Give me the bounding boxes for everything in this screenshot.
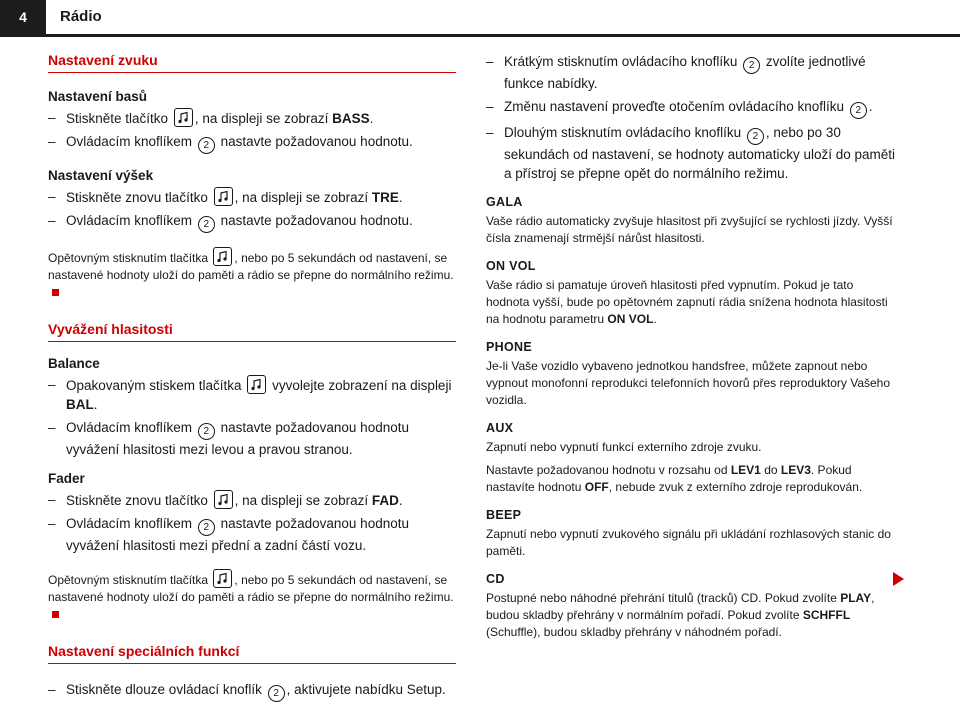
knob-2-icon: 2 xyxy=(198,137,215,154)
body-cd xyxy=(486,590,896,641)
list-item xyxy=(48,187,456,207)
display-code: OFF xyxy=(584,480,609,494)
body-aux: Zapnutí nebo vypnutí funkcí externího zdroje zvuku. xyxy=(486,440,762,454)
display-code: BAL xyxy=(66,397,94,412)
knob-2-icon: 2 xyxy=(743,57,760,74)
term-beep: BEEP xyxy=(486,508,522,522)
text: . xyxy=(653,312,657,326)
text: zvolíte jednotlivé funkce nabídky. xyxy=(504,54,866,91)
knob-2-icon: 2 xyxy=(198,423,215,440)
text: , nebo po 30 sekundách od nastavení, se hodnoty automaticky uloží do paměti a přístroj se přepne opět do normálního režimu. xyxy=(504,125,895,181)
section-title-special: Nastavení speciálních funkcí xyxy=(48,643,456,664)
display-code: TRE xyxy=(371,190,399,205)
note-paragraph xyxy=(48,569,456,623)
display-code: FAD xyxy=(371,493,399,508)
dash: – xyxy=(486,125,494,140)
chapter-title: Rádio xyxy=(60,8,102,25)
text: . xyxy=(868,99,873,114)
knob-2-icon: 2 xyxy=(747,128,764,145)
text: . xyxy=(398,493,403,508)
text: , aktivujete nabídku Setup. xyxy=(286,682,446,697)
text: . xyxy=(369,111,374,126)
text: Dlouhým stisknutím ovládacího knoflíku xyxy=(504,125,742,140)
knob-2-icon: 2 xyxy=(198,519,215,536)
body-phone: Je-li Vaše vozidlo vybaveno jednotkou handsfree, můžete zapnout nebo vypnout monofonní reprodukci telefonních hovorů přes reproduktory Vašeho vozidla. xyxy=(486,359,891,407)
page-header xyxy=(0,0,960,36)
subsection-balance: Balance xyxy=(48,356,100,371)
dash: – xyxy=(48,492,56,507)
dash: – xyxy=(486,54,494,69)
term-phone: PHONE xyxy=(486,340,532,354)
list-item xyxy=(486,97,896,119)
section-title-balance: Vyvážení hlasitosti xyxy=(48,321,456,342)
term-aux: AUX xyxy=(486,421,514,435)
text: . xyxy=(93,397,98,412)
music-note-icon xyxy=(213,247,232,266)
text: , nebo po 5 sekundách od nastavení, se nastavené hodnoty uloží do paměti a rádio se přepne do normálního režimu. xyxy=(48,251,454,282)
page-number: 4 xyxy=(0,0,46,34)
list-item xyxy=(48,490,456,510)
section-end-icon xyxy=(52,611,59,618)
text: Krátkým stisknutím ovládacího knoflíku xyxy=(504,54,738,69)
knob-2-icon: 2 xyxy=(850,102,867,119)
music-note-icon xyxy=(213,569,232,588)
text: , nebo po 5 sekundách od nastavení, se nastavené hodnoty uloží do paměti a rádio se přepne do normálního režimu. xyxy=(48,573,454,604)
dash: – xyxy=(48,110,56,125)
dash: – xyxy=(48,516,56,531)
dash: – xyxy=(48,189,56,204)
text: vyvolejte zobrazení na displeji xyxy=(272,378,452,393)
text: Stiskněte znovu tlačítko xyxy=(66,190,208,205)
text: , na displeji se zobrazí xyxy=(234,493,372,508)
list-item xyxy=(48,132,456,154)
term-cd: CD xyxy=(486,572,505,586)
term-gala: GALA xyxy=(486,195,523,209)
text: Ovládacím knoflíkem xyxy=(66,516,193,531)
music-note-icon xyxy=(174,108,193,127)
subsection-bass: Nastavení basů xyxy=(48,89,148,104)
text: Stiskněte tlačítko xyxy=(66,111,169,126)
text: nastavte požadovanou hodnotu vyvážení hlasitosti mezi levou a pravou stranou. xyxy=(66,420,409,457)
header-rule xyxy=(0,34,960,37)
text: Ovládacím knoflíkem xyxy=(66,134,193,149)
section-title-sound: Nastavení zvuku xyxy=(48,52,456,73)
display-code: LEV3 xyxy=(780,463,811,477)
list-item xyxy=(48,375,456,414)
display-code: LEV1 xyxy=(730,463,761,477)
text: nastavte požadovanou hodnotu vyvážení hlasitosti mezi přední a zadní částí vozu. xyxy=(66,516,409,553)
dash: – xyxy=(48,682,56,697)
list-item xyxy=(48,418,456,459)
text: Postupné nebo náhodné přehrání titulů (tracků) CD. Pokud zvolíte xyxy=(486,591,841,605)
text: Opětovným stisknutím tlačítka xyxy=(48,573,209,587)
text: Nastavte požadovanou hodnotu v rozsahu od xyxy=(486,463,731,477)
knob-2-icon: 2 xyxy=(268,685,285,702)
text: (Schuffle), budou skladby přehrány v náhodném pořadí. xyxy=(486,625,782,639)
text: Změnu nastavení proveďte otočením ovládacího knoflíku xyxy=(504,99,844,114)
body-aux-range xyxy=(486,462,896,496)
text: Ovládacím knoflíkem xyxy=(66,213,193,228)
list-item xyxy=(48,211,456,233)
list-item xyxy=(48,108,456,128)
subsection-fader: Fader xyxy=(48,471,85,486)
display-code: BASS xyxy=(332,111,370,126)
list-item xyxy=(48,680,456,702)
body-beep: Zapnutí nebo vypnutí zvukového signálu při ukládání rozhlasových stanic do paměti. xyxy=(486,527,891,558)
dash: – xyxy=(48,420,56,435)
term-on-vol: ON VOL xyxy=(486,259,536,273)
text: Stiskněte dlouze ovládací knoflík xyxy=(66,682,262,697)
left-column xyxy=(48,52,456,702)
dash: – xyxy=(486,99,494,114)
text: nastavte požadovanou hodnotu. xyxy=(220,134,413,149)
text: Stiskněte znovu tlačítko xyxy=(66,493,208,508)
list-item xyxy=(486,52,896,93)
body-on-vol xyxy=(486,277,896,328)
text: . Pokud nastavíte hodnotu xyxy=(486,463,852,494)
text: Opětovným stisknutím tlačítka xyxy=(48,251,209,265)
display-code: ON VOL xyxy=(607,312,654,326)
text: , nebude zvuk z externího zdroje reprodukován. xyxy=(608,480,863,494)
list-item xyxy=(486,123,896,183)
music-note-icon xyxy=(214,490,233,509)
text: nastavte požadovanou hodnotu. xyxy=(220,213,413,228)
knob-2-icon: 2 xyxy=(198,216,215,233)
text: Ovládacím knoflíkem xyxy=(66,420,193,435)
right-column xyxy=(486,52,896,641)
text: Vaše rádio si pamatuje úroveň hlasitosti před vypnutím. Pokud je tato hodnota vyšší, bude po opětovném zapnutí rádia snížena hodnota hlasitosti na hodnotu parametru xyxy=(486,278,888,326)
dash: – xyxy=(48,134,56,149)
dash: – xyxy=(48,213,56,228)
list-item xyxy=(48,514,456,555)
next-page-arrow-icon xyxy=(893,572,904,586)
music-note-icon xyxy=(247,375,266,394)
display-code: SCHFFL xyxy=(802,608,851,622)
dash: – xyxy=(48,377,56,392)
text: , na displeji se zobrazí xyxy=(194,111,333,126)
display-code: PLAY xyxy=(840,591,872,605)
text: do xyxy=(760,463,781,477)
text: , budou skladby přehrány v normálním pořadí. Pokud zvolíte xyxy=(486,591,875,622)
music-note-icon xyxy=(214,187,233,206)
note-paragraph xyxy=(48,247,456,301)
section-end-icon xyxy=(52,289,59,296)
text: Opakovaným stiskem tlačítka xyxy=(66,378,242,393)
text: , na displeji se zobrazí xyxy=(234,190,372,205)
body-gala: Vaše rádio automaticky zvyšuje hlasitost při zvyšující se rychlosti jízdy. Vyšší čísla znamenají strmější nárůst hlasitosti. xyxy=(486,214,893,245)
subsection-treble: Nastavení výšek xyxy=(48,168,154,183)
text: . xyxy=(398,190,403,205)
